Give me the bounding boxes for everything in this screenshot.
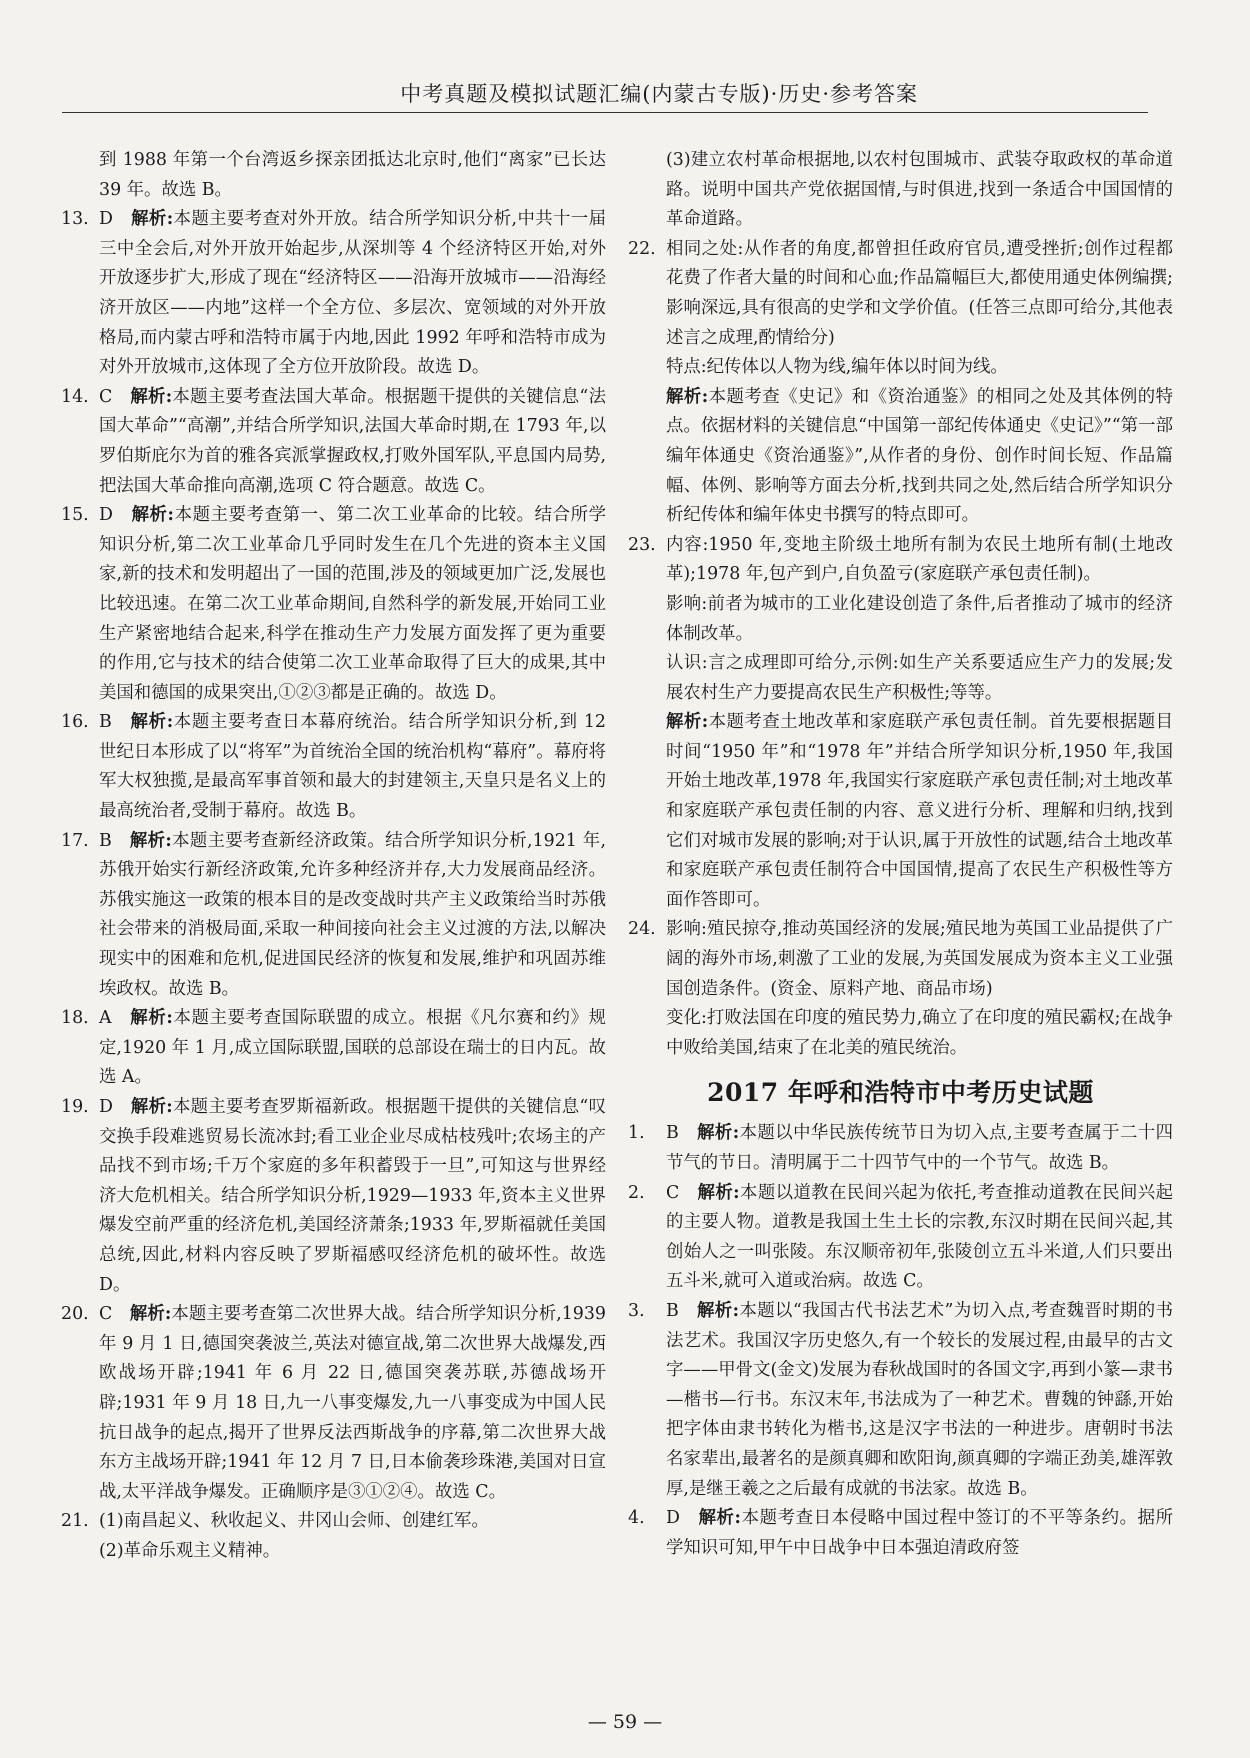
analysis-label: 解析: bbox=[697, 1123, 740, 1144]
analysis-paragraph bbox=[628, 383, 1173, 531]
answer-item bbox=[61, 383, 606, 501]
item-answer: C bbox=[666, 1182, 680, 1203]
item-text: 本题主要考查国际联盟的成立。根据《凡尔赛和约》规定,1920 年 1 月,成立国际联盟,国联的总部设在瑞士的日内瓦。故选 A。 bbox=[99, 1008, 606, 1088]
answer-item bbox=[628, 1504, 1173, 1563]
answer-item-23 bbox=[628, 531, 1173, 590]
item-number: 1. bbox=[628, 1123, 645, 1144]
item-text: 本题主要考查对外开放。结合所学知识分析,中共十一届三中全会后,对外开放开始起步,从深圳等 4 个经济特区开始,对外开放逐步扩大,形成了现在“经济特区——沿海开放城市——沿海经济开放区——内地”这样一个全方位、多层次、宽领域的对外开放格局,而内蒙古呼和浩特市属于内地,因此 1992 年呼和浩特市成为对外开放城市,这体现了全方位开放阶段。故选 D。 bbox=[99, 209, 606, 378]
item-number: 18. bbox=[61, 1008, 89, 1029]
analysis-label: 解析: bbox=[698, 1508, 741, 1529]
analysis-label: 解析: bbox=[131, 209, 174, 230]
analysis-label: 解析: bbox=[129, 1304, 172, 1325]
page-number: — 59 — bbox=[587, 1711, 663, 1733]
item-number: 16. bbox=[61, 712, 89, 733]
item-number: 17. bbox=[61, 830, 89, 851]
item-text: 本题主要考查日本幕府统治。结合所学知识分析,到 12 世纪日本形成了以“将军”为首统治全国的统治机构“幕府”。幕府将军大权独揽,是最高军事首领和最大的封建领主,天皇只是名义上的最高统治者,受制于幕府。故选 B。 bbox=[99, 712, 606, 822]
analysis-text: 本题考查土地改革和家庭联产承包责任制。首先要根据题目时间“1950 年”和“1978 年”并结合所学知识分析,1950 年,我国开始土地改革,1978 年,我国实行家庭联产承包责任制;对土地改革和家庭联产承包责任制的内容、意义进行分析、理解和归纳,找到它们对城市发展的影响;对于认识,属于开放性的试题,结合土地改革和家庭联产承包责任制符合中国国情,提高了农民生产积极性等方面作答即可。 bbox=[666, 712, 1173, 910]
item-number: 13. bbox=[61, 209, 89, 230]
answer-item bbox=[61, 708, 606, 826]
analysis-label: 解析: bbox=[697, 1300, 740, 1321]
analysis-label: 解析: bbox=[131, 505, 174, 526]
item-number: 4. bbox=[628, 1508, 645, 1529]
answer-view: 认识:言之成理即可给分,示例:如生产关系要适应生产力的发展;发展农村生产力要提高农民生产积极性;等等。 bbox=[666, 653, 1173, 703]
item-answer: D bbox=[99, 209, 113, 230]
item-text: 本题以中华民族传统节日为切入点,主要考查属于二十四节气的节日。清明属于二十四节气中的一个节气。故选 B。 bbox=[666, 1123, 1173, 1173]
item-number: 15. bbox=[61, 505, 89, 526]
answer-change: 变化:打败法国在印度的殖民势力,确立了在印度的殖民霸权;在战争中败给美国,结束了在北美的殖民统治。 bbox=[666, 1008, 1173, 1058]
analysis-text: 本题考查《史记》和《资治通鉴》的相同之处及其体例的特点。依据材料的关键信息“中国第一部纪传体通史《史记》”“第一部编年体通史《资治通鉴》”,从作者的身份、创作时间长短、作品篇幅、体例、影响等方面去分析,找到共同之处,然后结合所学知识分析纪传体和编年体史书撰写的特点即可。 bbox=[666, 386, 1173, 526]
carryover-text: 到 1988 年第一个台湾返乡探亲团抵达北京时,他们“离家”已长达 39 年。故选 B。 bbox=[99, 150, 606, 200]
item-number: 22. bbox=[628, 238, 656, 259]
item-number: 23. bbox=[628, 534, 656, 555]
analysis-paragraph bbox=[628, 708, 1173, 915]
answer-item bbox=[628, 1119, 1173, 1178]
analysis-label: 解析: bbox=[130, 1097, 173, 1117]
item-text: 本题主要考查第二次世界大战。结合所学知识分析,1939 年 9 月 1 日,德国突袭波兰,英法对德宣战,第二次世界大战爆发,西欧战场开辟;1941 年 6 月 22 日,德国突袭苏联,苏德战场开辟;1931 年 9 月 18 日,九一八事变爆发,九一八事变成为中国人民抗日战争的起点,揭开了世界反法西斯战争的序幕,第二次世界大战东方主战场开辟;1941 年 12 月 7 日,日本偷袭珍珠港,美国对日宣战,太平洋战争爆发。正确顺序是③①②④。故选 C。 bbox=[99, 1304, 606, 1502]
answer-impact: 影响:前者为城市的工业化建设创造了条件,后者推动了城市的经济体制改革。 bbox=[666, 593, 1173, 644]
item-answer: A bbox=[99, 1008, 112, 1029]
item-answer: D bbox=[666, 1508, 680, 1529]
analysis-label: 解析: bbox=[130, 386, 173, 407]
answer-item bbox=[61, 1093, 606, 1300]
item-text: (1)南昌起义、秋收起义、井冈山会师、创建红军。 bbox=[99, 1511, 489, 1532]
answer-item-24 bbox=[628, 915, 1173, 1004]
answer-item bbox=[61, 827, 606, 1005]
item-answer: B bbox=[99, 830, 112, 851]
item-text: 本题主要考查罗斯福新政。根据题干提供的关键信息“叹交换手段难逃贸易长流冰封;看工业企业尽成枯枝残叶;农场主的产品找不到市场;千万个家庭的多年积蓄毁于一旦”,可知这与世界经济大危机相关。结合所学知识分析,1929—1933 年,资本主义世界爆发空前严重的经济危机,美国经济萧条;1933 年,罗斯福就任美国总统,因此,材料内容反映了罗斯福感叹经济危机的破坏性。故选 D。 bbox=[99, 1097, 606, 1295]
item-text: 本题以道教在民间兴起为依托,考查推动道教在民间兴起的主要人物。道教是我国土生土长的宗教,东汉时期在民间兴起,其创始人之一叫张陵。东汉顺帝初年,张陵创立五斗米道,人们只要出五斗米,就可入道或治病。故选 C。 bbox=[666, 1182, 1173, 1292]
answer-item bbox=[628, 1297, 1173, 1504]
item-answer: C bbox=[99, 1304, 113, 1325]
item-answer: C bbox=[99, 386, 113, 407]
item-number: 2. bbox=[628, 1182, 645, 1203]
analysis-label: 解析: bbox=[666, 386, 709, 407]
item-answer: B bbox=[666, 1300, 679, 1321]
section-title: 2017 年呼和浩特市中考历史试题 bbox=[707, 1078, 1094, 1108]
answer-item bbox=[61, 1004, 606, 1093]
answer-item bbox=[61, 1300, 606, 1507]
item-number: 19. bbox=[61, 1097, 89, 1117]
left-column bbox=[61, 146, 606, 1567]
right-column bbox=[628, 146, 1173, 1563]
answer-item bbox=[61, 1507, 606, 1537]
item-number: 14. bbox=[61, 386, 89, 407]
item-text: 本题主要考查新经济政策。结合所学知识分析,1921 年,苏俄开始实行新经济政策,允许多种经济并存,大力发展商品经济。苏俄实施这一政策的根本目的是改变战时共产主义政策给当时苏俄社会带来的消极局面,采取一种间接向社会主义过渡的方法,以解决现实中的困难和危机,促进国民经济的恢复和发展,维护和巩固苏维埃政权。故选 B。 bbox=[99, 830, 606, 999]
analysis-label: 解析: bbox=[666, 712, 709, 733]
analysis-label: 解析: bbox=[130, 712, 174, 733]
answer-item bbox=[628, 1179, 1173, 1297]
item-text: 内容:1950 年,变地主阶级土地所有制为农民土地所有制(土地改革);1978 年,包产到户,自负盈亏(家庭联产承包责任制)。 bbox=[666, 534, 1173, 585]
answer-feature: 特点:纪传体以人物为线,编年体以时间为线。 bbox=[666, 357, 1008, 378]
answer-continuation: (2)革命乐观主义精神。 bbox=[99, 1540, 281, 1561]
analysis-label: 解析: bbox=[129, 830, 172, 851]
item-number: 20. bbox=[61, 1304, 89, 1325]
answer-item bbox=[61, 205, 606, 383]
answer-item-22 bbox=[628, 235, 1173, 353]
running-head-title: 中考真题及模拟试题汇编(内蒙古专版)·历史·参考答案 bbox=[400, 82, 918, 106]
analysis-label: 解析: bbox=[697, 1182, 740, 1203]
answer-item bbox=[61, 501, 606, 708]
item-number: 3. bbox=[628, 1300, 645, 1321]
item-answer: B bbox=[666, 1123, 679, 1144]
item-number: 21. bbox=[61, 1511, 89, 1532]
item-text: 影响:殖民掠夺,推动英国经济的发展;殖民地为英国工业品提供了广阔的海外市场,刺激了工业的发展,为英国发展成为资本主义工业强国创造条件。(资金、原料产地、商品市场) bbox=[666, 919, 1173, 999]
item-answer: D bbox=[99, 1097, 113, 1117]
carryover-text: (3)建立农村革命根据地,以农村包围城市、武装夺取政权的革命道路。说明中国共产党依据国情,与时俱进,找到一条适合中国国情的革命道路。 bbox=[666, 150, 1173, 230]
item-text: 相同之处:从作者的角度,都曾担任政府官员,遭受挫折;创作过程都花费了作者大量的时间和心血;作品篇幅巨大,都使用通史体例编撰;影响深远,具有很高的史学和文学价值。(任答三点即可给分,其他表述言之成理,酌情给分) bbox=[666, 238, 1173, 348]
item-text: 本题主要考查第一、第二次工业革命的比较。结合所学知识分析,第二次工业革命几乎同时发生在几个先进的资本主义国家,新的技术和发明超出了一国的范围,涉及的领域更加广泛,发展也比较迅速。在第二次工业革命期间,自然科学的新发展,开始同工业生产紧密地结合起来,科学在推动生产力发展方面发挥了更为重要的作用,它与技术的结合使第二次工业革命取得了巨大的成果,其中美国和德国的成果突出,①②③都是正确的。故选 D。 bbox=[99, 505, 606, 703]
item-answer: B bbox=[99, 712, 112, 733]
item-text: 本题以“我国古代书法艺术”为切入点,考查魏晋时期的书法艺术。我国汉字历史悠久,有一个较长的发展过程,由最早的古文字——甲骨文(金文)发展为春秋战国时的各国文字,再到小篆—隶书—楷书—行书。东汉末年,书法成为了一种艺术。曹魏的钟繇,开始把字体由隶书转化为楷书,这是汉字书法的一种进步。唐朝时书法名家辈出,最著名的是颜真卿和欧阳询,颜真卿的字端正劲美,雄浑敦厚,是继王羲之之后最有成就的书法家。故选 B。 bbox=[666, 1300, 1173, 1499]
page-header bbox=[62, 72, 1148, 113]
item-text: 本题考查日本侵略中国过程中签订的不平等条约。据所学知识可知,甲午中日战争中日本强迫清政府签 bbox=[666, 1508, 1173, 1558]
item-answer: D bbox=[99, 505, 113, 526]
analysis-label: 解析: bbox=[130, 1008, 173, 1029]
item-number: 24. bbox=[628, 919, 656, 940]
item-text: 本题主要考查法国大革命。根据题干提供的关键信息“法国大革命”“高潮”,并结合所学知识,法国大革命时期,在 1793 年,以罗伯斯庇尔为首的雅各宾派掌握政权,打败外国军队,平息国内局势,把法国大革命推向高潮,选项 C 符合题意。故选 C。 bbox=[99, 386, 606, 496]
